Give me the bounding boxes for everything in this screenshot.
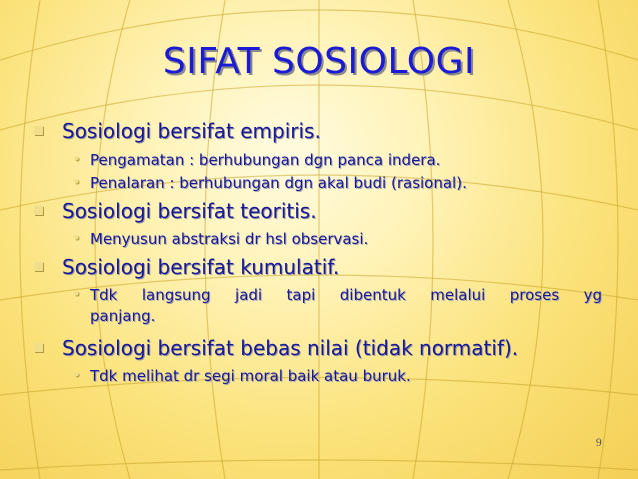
- bullet-text: Sosiologi bersifat teoritis.: [62, 199, 317, 223]
- dot-bullet-icon: •: [72, 173, 81, 191]
- sub-bullet-text: Tdk melihat dr segi moral baik atau buruk.: [90, 367, 411, 385]
- sub-bullet-text: panjang.: [90, 307, 156, 325]
- square-bullet-icon: [34, 343, 43, 352]
- bullet-text: Sosiologi bersifat bebas nilai (tidak normatif).: [62, 336, 519, 360]
- bullet-text: Sosiologi bersifat kumulatif.: [62, 255, 340, 279]
- square-bullet-icon: [34, 206, 43, 215]
- sub-bullet-text: Menyusun abstraksi dr hsl observasi.: [90, 230, 369, 248]
- sub-bullet-text: Penalaran : berhubungan dgn akal budi (rasional).: [90, 174, 467, 192]
- dot-bullet-icon: •: [72, 150, 81, 168]
- dot-bullet-icon: •: [72, 285, 81, 303]
- slide-title: SIFAT SOSIOLOGI: [162, 41, 476, 82]
- page-number: 9: [595, 438, 602, 449]
- sub-bullet-text: Pengamatan : berhubungan dgn panca indera.: [90, 151, 441, 169]
- sub-bullet-text: Tdk langsung jadi tapi dibentuk melalui proses yg: [90, 286, 602, 304]
- square-bullet-icon: [34, 262, 43, 271]
- dot-bullet-icon: •: [72, 229, 81, 247]
- dot-bullet-icon: •: [72, 366, 81, 384]
- square-bullet-icon: [34, 126, 43, 135]
- bullet-text: Sosiologi bersifat empiris.: [62, 119, 321, 143]
